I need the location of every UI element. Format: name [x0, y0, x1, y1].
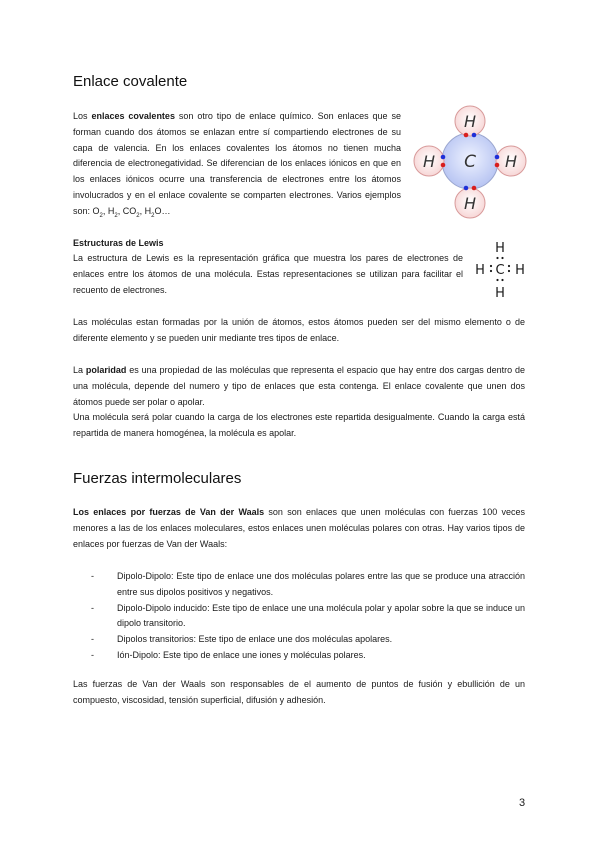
bullet-dash: - — [91, 649, 94, 660]
electron-dot — [496, 257, 498, 259]
paragraph-closing: Las fuerzas de Van der Waals son responsables de el aumento de puntos de fusión y ebullición de un compuesto, viscosidad, tensión superficial, difusión y adhesión. — [73, 679, 525, 705]
lewis-structure-figure — [470, 238, 530, 302]
methane-covalent-figure — [410, 103, 530, 223]
lewis-h-left: H — [475, 263, 485, 278]
section-title-enlace-covalente: Enlace covalente — [73, 73, 188, 90]
bullet-dash: - — [91, 634, 94, 645]
electron-dot — [501, 279, 503, 281]
bold-term: polaridad — [85, 365, 127, 375]
electron — [472, 186, 477, 191]
electron-dot — [496, 279, 498, 281]
lewis-h-right: H — [515, 263, 525, 278]
page-number: 3 — [519, 797, 526, 809]
electron-dot — [490, 265, 492, 267]
list-item: - Dipolo-Dipolo: Este tipo de enlace une dos moléculas polares entre las que se produce una atracción entre sus dipolos positivos y negativos. — [91, 571, 525, 597]
electron — [441, 155, 446, 160]
electron-dot — [508, 270, 510, 272]
paragraph-moleculas: Las moléculas estan formadas por la unión de átomos, estos átomos pueden ser del mismo elemento o de diferente elemento y se pueden unir mediante tres tipos de enlace. — [73, 317, 525, 343]
paragraph-van-der-waals: Los enlaces por fuerzas de Van der Waals son son enlaces que unen moléculas con fuerzas 100 veces menores a las de los enlaces moleculares, estos enlaces unen moléculas polares con otras. Hay varios tipos de enlaces por fuerzas de Van der Waals: — [73, 507, 526, 549]
paragraph-enlaces-covalentes: Los enlaces covalentes son otro tipo de enlace químico. Son enlaces que se forman cuando dos átomos se enlazan entre sí compartiendo electrones de su capa de valencia. En los enlaces covalentes los átomos no tienen mucha diferencia de electronegatividad. Se diferencian de los enlaces iónicos en que en los enlaces iónicos ocurre una transferencia de electrones entre los átomos involucrados y en el enlace covalente se comparten electrones. Varios ejemplos son: $O_2$, $H_2$, $CO_2$, $H_2O\dots$ — [73, 111, 401, 219]
h-label-bottom: H — [463, 194, 477, 213]
electron — [472, 133, 477, 138]
paragraph-lewis: La estructura de Lewis es la representación gráfica que muestra los pares de electrones de enlaces entre los átomos de una molécula. Estas representaciones se utilizan para facilitar el recuento de electrones. — [73, 253, 463, 295]
paragraph-polaridad: La polaridad es una propiedad de las moléculas que representa el espacio que hay entre dos cargas dentro de una molécula, depende del numero y tipo de enlaces que esta contenga. El enlace covalente que unen dos átomos puede ser polar o apolar. Una molécula será polar cuando la carga de los electrones este repartida desigualmente. Cuando la carga está repartida de manera homogénea, la molécula es apolar. — [73, 365, 525, 439]
electron — [464, 133, 469, 138]
lewis-heading: Estructuras de Lewis — [73, 238, 164, 248]
lewis-h-bottom: H — [495, 286, 505, 301]
electron — [441, 163, 446, 168]
lewis-h-top: H — [495, 241, 505, 256]
electron-dot — [508, 265, 510, 267]
electron-dot — [501, 257, 503, 259]
h-label-right: H — [504, 152, 518, 171]
electron — [495, 163, 500, 168]
electron-dot — [490, 270, 492, 272]
h-label-left: H — [422, 152, 436, 171]
lewis-c-center: C — [495, 263, 505, 278]
electron — [464, 186, 469, 191]
bold-term: Los enlaces por fuerzas de Van der Waals — [73, 507, 265, 517]
list-item: - Dipolos transitorios: Este tipo de enlace une dos moléculas apolares. — [91, 632, 525, 648]
carbon-label: C — [464, 152, 476, 172]
bold-term: enlaces covalentes — [91, 111, 175, 121]
list-item: - Dipolo-Dipolo inducido: Este tipo de enlace une una molécula polar y apolar sobre la que se induce un dipolo transitorio. — [91, 602, 525, 629]
list-item: - Ión-Dipolo: Este tipo de enlace une iones y moléculas polares. — [91, 648, 525, 664]
bullet-dash: - — [91, 571, 94, 581]
h-label-top: H — [463, 112, 477, 131]
bullet-dash: - — [91, 602, 94, 613]
electron — [495, 155, 500, 160]
bullet-list — [91, 569, 525, 664]
section-title-fuerzas: Fuerzas intermoleculares — [73, 470, 242, 487]
